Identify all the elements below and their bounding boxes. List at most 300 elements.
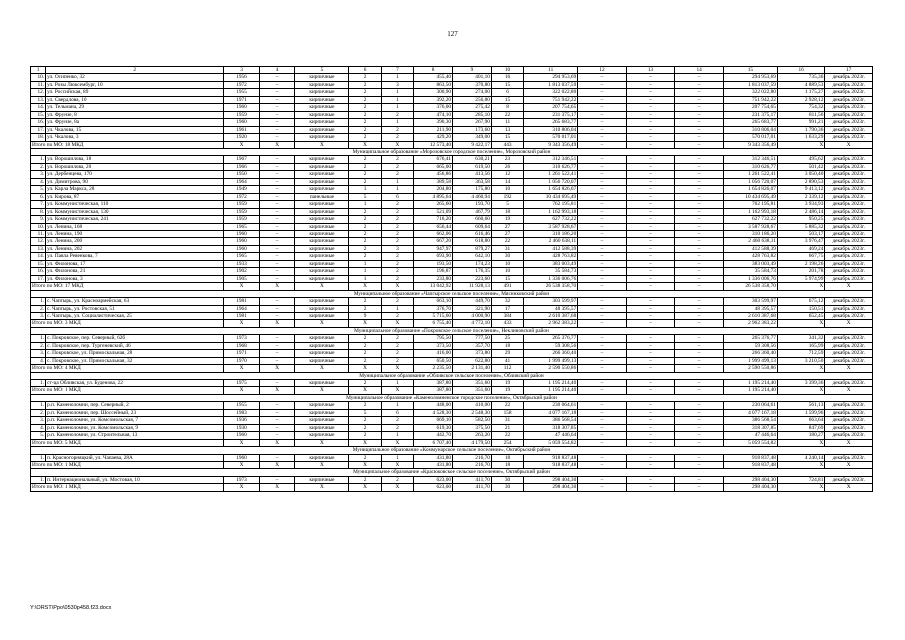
- table-cell: –: [626, 417, 675, 424]
- table-cell: 2: [349, 432, 381, 439]
- table-cell: –: [675, 81, 724, 88]
- table-cell: 176,35: [453, 268, 492, 275]
- table-cell: –: [675, 268, 724, 275]
- table-cell: –: [578, 230, 627, 237]
- table-cell: –: [675, 342, 724, 349]
- table-cell: 10.: [31, 74, 46, 81]
- table-cell: 751 942,22: [723, 96, 777, 103]
- housing-table: [30, 66, 873, 492]
- total-cell: X: [259, 283, 295, 290]
- total-cell: 30: [491, 484, 523, 491]
- table-cell: –: [259, 104, 295, 111]
- table-cell: кирпичные: [295, 312, 349, 319]
- table-cell: 863,50: [414, 81, 453, 88]
- table-cell: –: [675, 126, 724, 133]
- total-cell: 12 573,40: [414, 141, 453, 148]
- total-row: [31, 320, 873, 327]
- table-cell: 1965: [224, 253, 260, 260]
- table-cell: 735,36: [777, 74, 824, 81]
- table-cell: кирпичные: [295, 208, 349, 215]
- table-cell: 1.: [31, 298, 46, 305]
- total-cell: –: [578, 462, 627, 469]
- table-cell: 650,50: [414, 357, 453, 364]
- table-cell: 150,51: [777, 305, 824, 312]
- total-cell: X: [777, 439, 824, 446]
- table-cell: 193,70: [453, 201, 492, 208]
- column-number-cell: 4: [259, 67, 295, 74]
- table-cell: 10: [491, 268, 523, 275]
- table-cell: 201,78: [777, 268, 824, 275]
- table-cell: 847,69: [777, 424, 824, 431]
- table-cell: 2: [349, 342, 381, 349]
- table-cell: ул. Филонова, 17: [46, 260, 224, 267]
- table-cell: 1 056 720,07: [723, 178, 777, 185]
- table-cell: 501,42: [777, 163, 824, 170]
- table-cell: кирпичные: [295, 223, 349, 230]
- column-number-row: [31, 67, 873, 74]
- table-cell: 25: [491, 335, 523, 342]
- table-cell: 265 683,77: [524, 119, 578, 126]
- table-cell: 265 376,77: [723, 335, 777, 342]
- table-cell: 1902: [224, 268, 260, 275]
- table-cell: –: [578, 186, 627, 193]
- table-cell: 204,80: [414, 186, 453, 193]
- table-cell: –: [675, 111, 724, 118]
- table-cell: 285,10: [453, 111, 492, 118]
- table-cell: –: [675, 119, 724, 126]
- table-cell: 15: [491, 275, 523, 282]
- table-cell: –: [675, 178, 724, 185]
- table-cell: 2: [381, 268, 413, 275]
- table-cell: –: [578, 476, 627, 483]
- table-cell: –: [578, 163, 627, 170]
- table-cell: 474,10: [414, 111, 453, 118]
- total-cell: 431,80: [414, 462, 453, 469]
- table-cell: –: [626, 275, 675, 282]
- total-cell: 298 404,30: [723, 484, 777, 491]
- table-cell: 879,27: [453, 245, 492, 252]
- table-cell: 294 953,69: [723, 74, 777, 81]
- total-cell: X: [381, 439, 413, 446]
- table-cell: 2: [349, 230, 381, 237]
- table-cell: 1: [381, 89, 413, 96]
- table-row: [31, 342, 873, 349]
- total-cell: X: [295, 387, 349, 394]
- table-cell: 2: [349, 119, 381, 126]
- table-cell: 4 889,53: [777, 81, 824, 88]
- table-cell: декабрь 2023г.: [825, 134, 873, 141]
- table-cell: –: [259, 178, 295, 185]
- table-cell: 1 162 993,18: [524, 208, 578, 215]
- table-cell: декабрь 2023г.: [825, 126, 873, 133]
- table-cell: 1949: [224, 186, 260, 193]
- table-row: [31, 275, 873, 282]
- total-label: Итого по МО: 17 МКД: [31, 283, 224, 290]
- table-cell: 2: [381, 216, 413, 223]
- table-cell: 2: [381, 417, 413, 424]
- table-cell: –: [626, 424, 675, 431]
- total-cell: X: [825, 365, 873, 372]
- table-cell: 193,50: [414, 260, 453, 267]
- total-cell: X: [349, 387, 381, 394]
- table-cell: кирпичные: [295, 268, 349, 275]
- table-row: [31, 96, 873, 103]
- total-cell: 2 962 383,22: [524, 320, 578, 327]
- table-cell: 310 806,04: [524, 126, 578, 133]
- total-cell: X: [381, 141, 413, 148]
- table-cell: 6: [491, 89, 523, 96]
- table-cell: 7.: [31, 201, 46, 208]
- table-cell: кирпичные: [295, 335, 349, 342]
- section-title: Муниципальное образование «Каменоломненское городское поселение», Октябрьский район: [31, 394, 873, 401]
- table-cell: 59 308,56: [723, 342, 777, 349]
- total-cell: 1 195 214,40: [723, 387, 777, 394]
- table-cell: 1 813 037,59: [723, 81, 777, 88]
- table-cell: 667,20: [414, 238, 453, 245]
- section-title-row: [31, 469, 873, 476]
- table-cell: 322 022,80: [524, 89, 578, 96]
- table-cell: –: [259, 417, 295, 424]
- table-cell: –: [626, 357, 675, 364]
- table-cell: 716,20: [414, 216, 453, 223]
- table-cell: декабрь 2023г.: [825, 238, 873, 245]
- table-cell: –: [259, 74, 295, 81]
- table-cell: –: [259, 298, 295, 305]
- table-cell: 2: [381, 230, 413, 237]
- table-cell: 2: [381, 156, 413, 163]
- table-cell: 656,44: [414, 223, 453, 230]
- table-cell: 373,80: [453, 350, 492, 357]
- table-cell: 762 195,81: [524, 201, 578, 208]
- table-cell: 1960: [224, 119, 260, 126]
- total-cell: 9 343 356,49: [524, 141, 578, 148]
- table-cell: 294 953,69: [524, 74, 578, 81]
- table-cell: 2: [381, 357, 413, 364]
- table-cell: 1920: [224, 134, 260, 141]
- table-cell: –: [626, 111, 675, 118]
- table-cell: –: [578, 275, 627, 282]
- table-cell: 2: [381, 111, 413, 118]
- table-cell: –: [578, 380, 627, 387]
- table-cell: –: [578, 417, 627, 424]
- total-cell: –: [626, 387, 675, 394]
- table-cell: 618,80: [453, 238, 492, 245]
- table-cell: –: [259, 193, 295, 200]
- table-cell: 48 395,57: [524, 305, 578, 312]
- table-cell: –: [578, 208, 627, 215]
- column-number-cell: 7: [381, 67, 413, 74]
- total-cell: 4 179,50: [453, 439, 492, 446]
- total-cell: 26 538 358,70: [723, 283, 777, 290]
- column-number-cell: 15: [723, 67, 777, 74]
- table-cell: кирпичные: [295, 260, 349, 267]
- table-cell: кирпичные: [295, 230, 349, 237]
- table-cell: 363,58: [453, 178, 492, 185]
- table-cell: 1955: [224, 89, 260, 96]
- table-cell: –: [259, 111, 295, 118]
- table-cell: 2 928,12: [777, 96, 824, 103]
- table-row: [31, 201, 873, 208]
- table-cell: 1 633,29: [777, 134, 824, 141]
- table-cell: декабрь 2023г.: [825, 96, 873, 103]
- total-cell: 411,70: [453, 484, 492, 491]
- total-cell: X: [777, 387, 824, 394]
- section-title-row: [31, 447, 873, 454]
- column-number-cell: 13: [626, 67, 675, 74]
- table-cell: ул. Ленина, 168: [46, 223, 224, 230]
- table-cell: –: [578, 178, 627, 185]
- table-cell: 1 599,96: [777, 409, 824, 416]
- table-cell: –: [675, 335, 724, 342]
- table-cell: 30: [491, 476, 523, 483]
- table-cell: 2: [349, 163, 381, 170]
- table-cell: 2: [381, 238, 413, 245]
- table-cell: ул. Филонова, 3: [46, 275, 224, 282]
- table-cell: –: [578, 409, 627, 416]
- table-cell: декабрь 2023г.: [825, 424, 873, 431]
- table-cell: 1 336 006,76: [524, 275, 578, 282]
- table-cell: 349,00: [453, 134, 492, 141]
- table-cell: –: [626, 350, 675, 357]
- table-cell: 918 837,48: [524, 454, 578, 461]
- table-cell: –: [675, 432, 724, 439]
- total-cell: X: [259, 365, 295, 372]
- table-cell: 2 460 638,11: [524, 238, 578, 245]
- total-cell: 13 042,92: [414, 283, 453, 290]
- table-cell: кирпичные: [295, 357, 349, 364]
- total-cell: 2 131,40: [453, 365, 492, 372]
- table-cell: декабрь 2023г.: [825, 156, 873, 163]
- table-cell: декабрь 2023г.: [825, 119, 873, 126]
- table-row: [31, 238, 873, 245]
- table-cell: 5 715,60: [414, 312, 453, 319]
- table-cell: декабрь 2023г.: [825, 89, 873, 96]
- table-cell: 4 077 167,18: [723, 409, 777, 416]
- table-cell: декабрь 2023г.: [825, 454, 873, 461]
- section-title-row: [31, 394, 873, 401]
- table-cell: декабрь 2023г.: [825, 275, 873, 282]
- table-cell: 4 240,14: [777, 454, 824, 461]
- table-cell: кирпичные: [295, 104, 349, 111]
- section-title-row: [31, 372, 873, 379]
- total-cell: 623,00: [414, 484, 453, 491]
- total-cell: –: [626, 365, 675, 372]
- table-cell: 173,60: [453, 126, 492, 133]
- table-cell: 2: [349, 208, 381, 215]
- table-cell: –: [578, 350, 627, 357]
- table-cell: 373,50: [414, 342, 453, 349]
- table-cell: 1959: [224, 201, 260, 208]
- table-cell: 1: [381, 104, 413, 111]
- table-cell: ул. Розы Люксембург, 10: [46, 81, 224, 88]
- total-cell: X: [224, 439, 260, 446]
- table-cell: –: [626, 342, 675, 349]
- table-cell: 12: [491, 171, 523, 178]
- total-cell: 4 772,10: [453, 320, 492, 327]
- table-cell: 1965: [224, 223, 260, 230]
- table-cell: 1968: [224, 342, 260, 349]
- table-cell: 390,30: [414, 119, 453, 126]
- table-cell: 2: [381, 253, 413, 260]
- table-row: [31, 454, 873, 461]
- table-cell: 3 050,40: [777, 171, 824, 178]
- table-cell: 667,75: [777, 253, 824, 260]
- total-cell: X: [825, 462, 873, 469]
- table-cell: 341,32: [777, 335, 824, 342]
- table-cell: –: [259, 380, 295, 387]
- table-cell: 48 395,57: [723, 305, 777, 312]
- table-cell: декабрь 2023г.: [825, 335, 873, 342]
- table-cell: 2 486,14: [777, 208, 824, 215]
- table-cell: 31: [491, 245, 523, 252]
- total-cell: X: [259, 462, 295, 469]
- table-cell: 2: [381, 298, 413, 305]
- table-cell: 15: [491, 96, 523, 103]
- table-cell: ул. Коммунистическая, 110: [46, 201, 224, 208]
- table-cell: –: [578, 156, 627, 163]
- table-cell: 669,10: [414, 417, 453, 424]
- table-cell: –: [578, 216, 627, 223]
- table-cell: –: [578, 201, 627, 208]
- table-cell: 4 077 167,18: [524, 409, 578, 416]
- table-cell: 754,32: [777, 104, 824, 111]
- table-cell: –: [675, 245, 724, 252]
- table-cell: 416,00: [414, 350, 453, 357]
- table-cell: –: [259, 260, 295, 267]
- total-cell: –: [626, 462, 675, 469]
- table-cell: кирпичные: [295, 342, 349, 349]
- table-row: [31, 357, 873, 364]
- table-cell: 192: [491, 193, 523, 200]
- table-cell: –: [675, 208, 724, 215]
- section-title: Муниципальное образование «Чапгырское сельское поселение», Мясниковский район: [31, 290, 873, 297]
- table-cell: 357,70: [453, 342, 492, 349]
- table-cell: 1960: [224, 245, 260, 252]
- table-cell: 18: [491, 208, 523, 215]
- table-cell: –: [578, 193, 627, 200]
- table-cell: –: [675, 74, 724, 81]
- table-cell: 1: [381, 454, 413, 461]
- total-cell: X: [825, 387, 873, 394]
- table-cell: с. Чапгырь, ул. Красноармейская, 63: [46, 298, 224, 305]
- table-cell: 3 976,47: [777, 238, 824, 245]
- table-cell: –: [626, 335, 675, 342]
- table-cell: –: [626, 81, 675, 88]
- table-cell: 27: [491, 223, 523, 230]
- total-row: [31, 439, 873, 446]
- table-cell: –: [578, 111, 627, 118]
- table-cell: кирпичные: [295, 298, 349, 305]
- total-cell: X: [295, 439, 349, 446]
- table-cell: декабрь 2023г.: [825, 163, 873, 170]
- column-number-cell: 8: [414, 67, 453, 74]
- table-cell: декабрь 2023г.: [825, 193, 873, 200]
- table-cell: ул. Кирова, 87: [46, 193, 224, 200]
- table-cell: 1960: [224, 432, 260, 439]
- total-cell: 18: [491, 462, 523, 469]
- table-row: [31, 223, 873, 230]
- total-cell: 11 928,13: [453, 283, 492, 290]
- table-cell: ул. Ворошилова, 18: [46, 156, 224, 163]
- table-cell: 3: [381, 245, 413, 252]
- table-cell: 2 198,26: [777, 260, 824, 267]
- table-cell: 1: [349, 268, 381, 275]
- table-cell: 1956: [224, 74, 260, 81]
- table-cell: кирпичные: [295, 186, 349, 193]
- table-cell: 2: [349, 357, 381, 364]
- table-row: [31, 156, 873, 163]
- table-cell: –: [259, 163, 295, 170]
- table-cell: 4 000,90: [453, 312, 492, 319]
- table-cell: 2: [349, 253, 381, 260]
- total-cell: X: [259, 141, 295, 148]
- table-cell: 9.: [31, 216, 46, 223]
- table-cell: 2: [381, 223, 413, 230]
- table-cell: –: [259, 342, 295, 349]
- table-cell: 2: [349, 126, 381, 133]
- table-cell: –: [578, 454, 627, 461]
- table-cell: –: [578, 312, 627, 319]
- table-cell: –: [675, 156, 724, 163]
- table-cell: 2: [349, 298, 381, 305]
- table-cell: 230 064,61: [524, 402, 578, 409]
- table-cell: декабрь 2023г.: [825, 298, 873, 305]
- table-cell: 10 434 695,49: [524, 193, 578, 200]
- total-cell: 26 538 358,70: [524, 283, 578, 290]
- table-cell: 2: [349, 81, 381, 88]
- table-cell: –: [259, 335, 295, 342]
- table-cell: 1959: [224, 216, 260, 223]
- table-cell: 449,70: [453, 298, 492, 305]
- table-cell: 18.: [31, 134, 46, 141]
- table-cell: 231 375,17: [723, 111, 777, 118]
- table-cell: кирпичные: [295, 417, 349, 424]
- total-cell: –: [626, 141, 675, 148]
- table-cell: 263,20: [453, 432, 492, 439]
- total-cell: 6 755,40: [414, 320, 453, 327]
- table-cell: 18: [491, 342, 523, 349]
- table-cell: 5 885,32: [777, 223, 824, 230]
- table-cell: 318 307,85: [723, 424, 777, 431]
- table-cell: –: [259, 208, 295, 215]
- total-cell: –: [578, 387, 627, 394]
- total-cell: 2 235,50: [414, 365, 453, 372]
- table-cell: 1 261 522,41: [723, 171, 777, 178]
- table-cell: 14.: [31, 253, 46, 260]
- table-cell: –: [675, 305, 724, 312]
- table-cell: 41: [491, 357, 523, 364]
- table-cell: 10: [491, 260, 523, 267]
- table-cell: –: [578, 253, 627, 260]
- table-cell: –: [578, 89, 627, 96]
- table-cell: 158: [491, 409, 523, 416]
- table-cell: 1981: [224, 312, 260, 319]
- table-cell: 693,90: [414, 253, 453, 260]
- table-row: [31, 163, 873, 170]
- table-cell: 2: [349, 89, 381, 96]
- table-cell: 310 626,77: [524, 163, 578, 170]
- table-cell: 665,00: [414, 163, 453, 170]
- table-cell: 1 999 499,13: [723, 357, 777, 364]
- total-cell: –: [626, 283, 675, 290]
- table-row: [31, 305, 873, 312]
- table-cell: –: [626, 186, 675, 193]
- table-cell: декабрь 2023г.: [825, 230, 873, 237]
- table-cell: 35 584,73: [524, 268, 578, 275]
- table-cell: 8.: [31, 208, 46, 215]
- table-cell: 223,60: [453, 275, 492, 282]
- total-cell: X: [224, 484, 260, 491]
